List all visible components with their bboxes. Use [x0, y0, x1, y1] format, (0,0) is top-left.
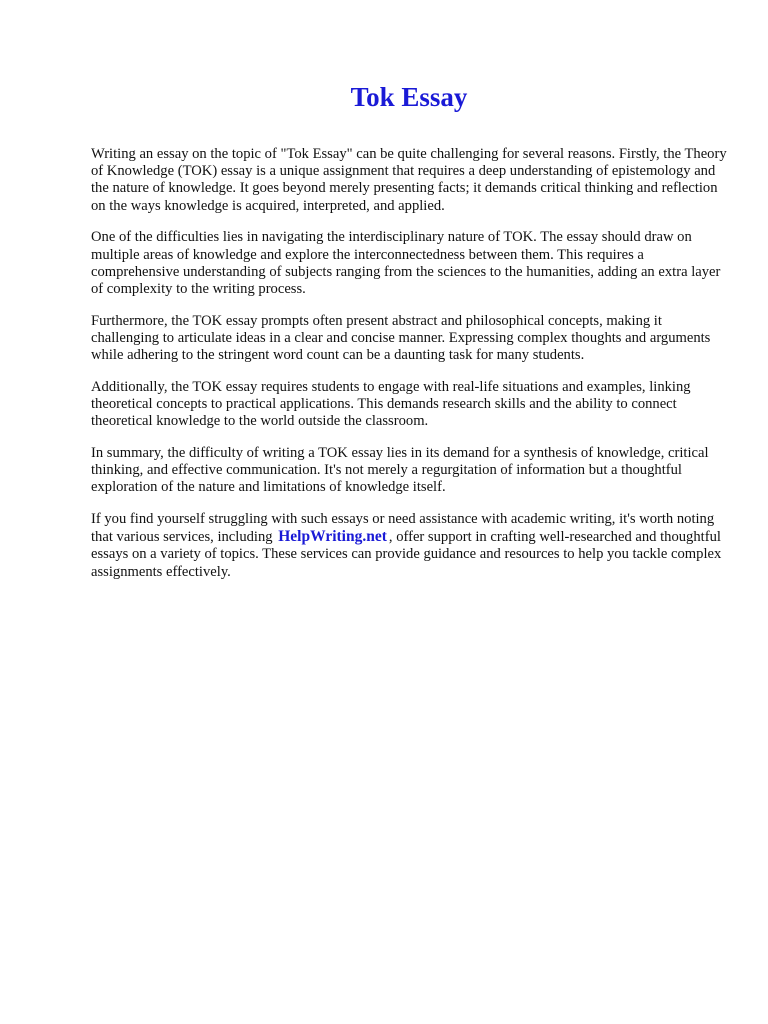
paragraph-2: One of the difficulties lies in navigating the interdisciplinary nature of TOK. The essay should draw on multiple areas of knowledge and explore the interconnectedness between them. This requires a comprehensive understanding of subjects ranging from the sciences to the humanities, adding an extra layer of complexity to the writing process. [91, 229, 721, 297]
paragraph-5: In summary, the difficulty of writing a TOK essay lies in its demand for a synthesis of knowledge, critical thinking, and effective communication. It's not merely a regurgitation of information but a thoughtful exploration of the nature and limitations of knowledge itself. [91, 444, 709, 496]
paragraph-3: Furthermore, the TOK essay prompts often present abstract and philosophical concepts, making it challenging to articulate ideas in a clear and concise manner. Expressing complex thoughts and arguments while adhering to the stringent word count can be a daunting task for many students. [91, 312, 711, 364]
essay-body [91, 146, 727, 595]
paragraph-6-before-link: If you find yourself struggling with such essays or need assistance with academic writing, it's worth noting that various services, including [91, 510, 715, 546]
paragraph-6 [91, 511, 727, 581]
paragraph-1: Writing an essay on the topic of "Tok Essay" can be quite challenging for several reasons. Firstly, the Theory of Knowledge (TOK) essay is a unique assignment that requires a deep understanding of epistemology and the nature of knowledge. It goes beyond merely presenting facts; it demands critical thinking and reflection on the ways knowledge is acquired, interpreted, and applied. [91, 146, 727, 214]
paragraph-6-after-link: , offer support in crafting well-researched and thoughtful essays on a variety of topics. These services can provide guidance and resources to help you tackle complex assignments effectively. [91, 529, 722, 580]
helpwriting-link[interactable]: HelpWriting.net [278, 528, 387, 546]
page-title: Tok Essay [350, 82, 468, 112]
paragraph-4: Additionally, the TOK essay requires students to engage with real-life situations and examples, linking theoretical concepts to practical applications. This demands research skills and the ability to connect theoretical knowledge to the world outside the classroom. [91, 378, 691, 430]
